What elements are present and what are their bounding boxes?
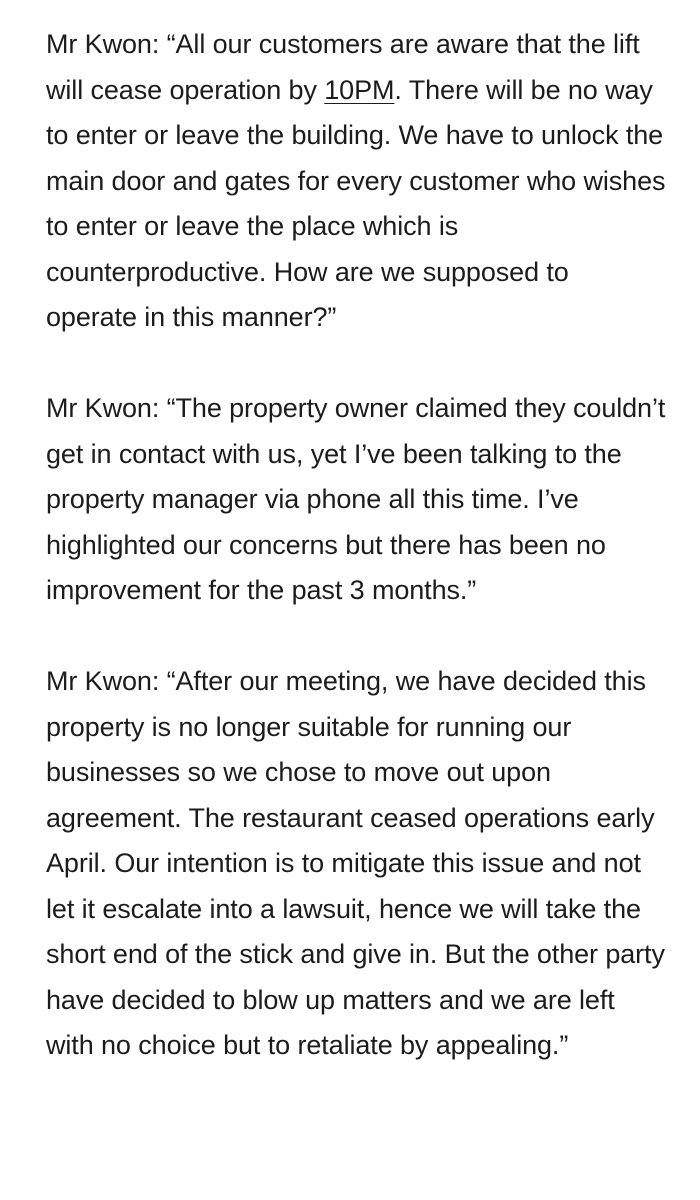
quote-paragraph-lift bbox=[46, 22, 666, 341]
quote-text-end: . There will be no way to enter or leave the building. We have to unlock the main door and gates for every customer who wishes to enter or leave the place which is counterproductive. How are we supposed to operate in this manner?” bbox=[46, 74, 666, 332]
quote-text-start: Mr Kwon: “All our customers are aware that the lift will cease operation by bbox=[46, 29, 640, 105]
quote-paragraph-owner: Mr Kwon: “The property owner claimed they couldn’t get in contact with us, yet I’ve been talking to the property manager via phone all this time. I’ve highlighted our concerns but there has been no improvement for the past 3 months.” bbox=[46, 393, 666, 605]
quote-paragraph-meeting: Mr Kwon: “After our meeting, we have decided this property is no longer suitable for running our businesses so we chose to move out upon agreement. The restaurant ceased operations early April. Our intention is to mitigate this issue and not let it escalate into a lawsuit, hence we will take the short end of the stick and give in. But the other party have decided to blow up matters and we are left with no choice but to retaliate by appealing.” bbox=[46, 666, 665, 1060]
time-link-10pm[interactable]: 10PM bbox=[324, 74, 395, 105]
document-body bbox=[46, 22, 666, 1069]
